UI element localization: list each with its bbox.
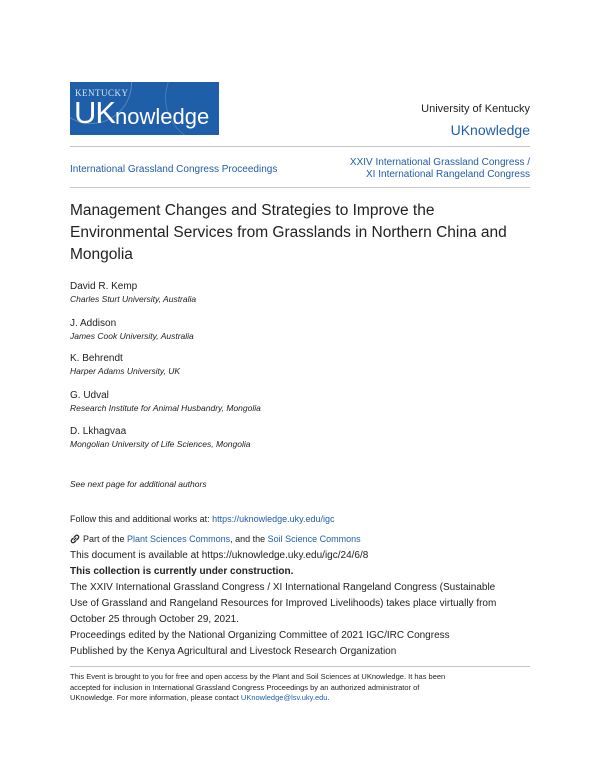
part-of-middle: , and the [230, 534, 268, 544]
logo-knowledge-text: nowledge [115, 104, 210, 129]
author-name: G. Udval [70, 390, 109, 401]
congress-link[interactable] [330, 157, 530, 181]
plant-sciences-commons-link[interactable]: Plant Sciences Commons [127, 534, 231, 544]
author-name: D. Lkhagvaa [70, 426, 127, 437]
congress-description-2: Use of Grassland and Rangeland Resources for Improved Livelihoods) takes place virtually from [70, 598, 497, 609]
contact-email-link[interactable]: UKnowledge@lsv.uky.edu [240, 693, 328, 702]
document-title: Management Changes and Strategies to Improve the Environmental Services from Grasslands in Northern China and Mongolia [70, 202, 507, 263]
repository-link[interactable]: UKnowledge [450, 122, 530, 138]
editor-line: Proceedings edited by the National Organizing Committee of 2021 IGC/IRC Congress [70, 630, 450, 641]
author-affiliation: James Cook University, Australia [70, 331, 194, 341]
footer-line-2: accepted for inclusion in International Grassland Congress Proceedings by an authorized administrator of [70, 682, 420, 692]
logo-uk-text: UK [74, 95, 116, 130]
footer-notice [70, 672, 530, 704]
additional-authors-note: See next page for additional authors [70, 479, 207, 489]
institution-name: University of Kentucky [421, 103, 530, 115]
availability-line: This document is available at https://uknowledge.uky.edu/igc/24/6/8 [70, 550, 369, 561]
author-affiliation: Research Institute for Animal Husbandry, Mongolia [70, 403, 261, 413]
footer-divider [70, 666, 530, 667]
follow-line [70, 514, 335, 524]
part-of-prefix: Part of the [83, 534, 128, 544]
congress-line-2: XI International Rangeland Congress [366, 169, 530, 180]
publisher-line: Published by the Kenya Agricultural and Livestock Research Organization [70, 646, 397, 657]
follow-prefix: Follow this and additional works at: [70, 514, 213, 524]
congress-line-1: XXIV International Grassland Congress / [349, 157, 530, 168]
header-divider [70, 146, 530, 147]
construction-notice: This collection is currently under construction. [70, 566, 294, 577]
series-link[interactable]: International Grassland Congress Proceedings [70, 164, 278, 175]
author-affiliation: Mongolian University of Life Sciences, Mongolia [70, 439, 251, 449]
congress-description-3: October 25 through October 29, 2021. [70, 614, 239, 625]
soil-science-commons-link[interactable]: Soil Science Commons [267, 534, 361, 544]
author-name: K. Behrendt [70, 353, 123, 364]
author-name: David R. Kemp [70, 281, 138, 292]
congress-description-1: The XXIV International Grassland Congress / XI International Rangeland Congress (Sustainable [70, 582, 496, 593]
footer-end: . [327, 693, 330, 702]
collection-url-link[interactable]: https://uknowledge.uky.edu/igc [212, 514, 335, 524]
logo-kentucky-text: KENTUCKY [75, 88, 129, 98]
series-divider [70, 187, 530, 188]
commons-link-icon [70, 534, 80, 544]
author-name: J. Addison [70, 318, 117, 329]
uknowledge-logo[interactable] [70, 82, 219, 135]
author-affiliation: Harper Adams University, UK [70, 366, 181, 376]
footer-line-3 [70, 693, 530, 704]
part-of-line [70, 534, 361, 544]
footer-line-1: This Event is brought to you for free and open access by the Plant and Soil Sciences at UKnowledge. It has been [70, 672, 446, 681]
author-affiliation: Charles Sturt University, Australia [70, 294, 197, 304]
footer-line-3-text: UKnowledge. For more information, please contact [70, 693, 241, 702]
